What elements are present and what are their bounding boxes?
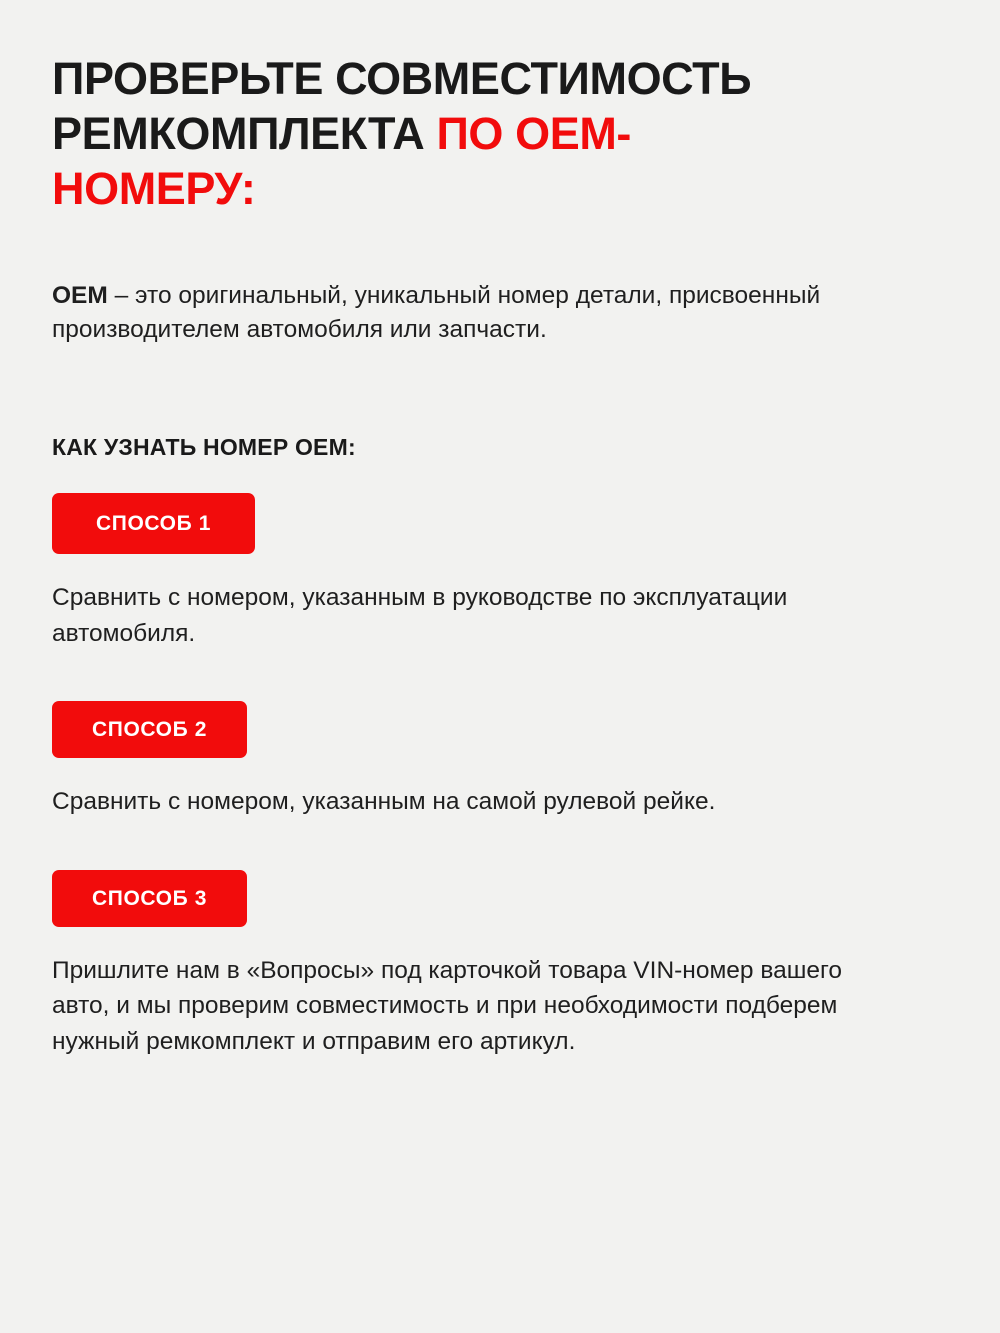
intro-paragraph: [52, 279, 882, 349]
section-subtitle: КАК УЗНАТЬ НОМЕР OEM:: [52, 434, 356, 461]
intro-definition: – это оригинальный, уникальный номер детали, присвоенный производителем автомобиля или запчасти.: [52, 281, 821, 344]
page-title: [52, 52, 948, 217]
method-block-3: [52, 870, 948, 1060]
title-line-2-plain: РЕМКОМПЛЕКТА: [52, 107, 437, 159]
intro-term: OEM: [52, 281, 108, 309]
method-badge-3: СПОСОБ 3: [52, 870, 247, 927]
title-line-3-accent: НОМЕРУ:: [52, 162, 256, 214]
method-text-3: Пришлите нам в «Вопросы» под карточкой товара VIN-номер вашего авто, и мы проверим совместимость и при необходимости подберем нужный ремкомплект и отправим его артикул.: [52, 956, 843, 1055]
title-line-1: ПРОВЕРЬТЕ СОВМЕСТИМОСТЬ: [52, 53, 752, 104]
method-block-1: [52, 493, 948, 651]
method-block-2: [52, 701, 948, 820]
method-text-2: Сравнить с номером, указанным на самой рулевой рейке.: [52, 788, 716, 816]
method-text-1: Сравнить с номером, указанным в руководстве по эксплуатации автомобиля.: [52, 584, 788, 647]
method-badge-2: СПОСОБ 2: [52, 701, 247, 758]
method-badge-1: СПОСОБ 1: [52, 493, 255, 554]
title-line-2-accent: ПО OEM-: [436, 107, 631, 159]
